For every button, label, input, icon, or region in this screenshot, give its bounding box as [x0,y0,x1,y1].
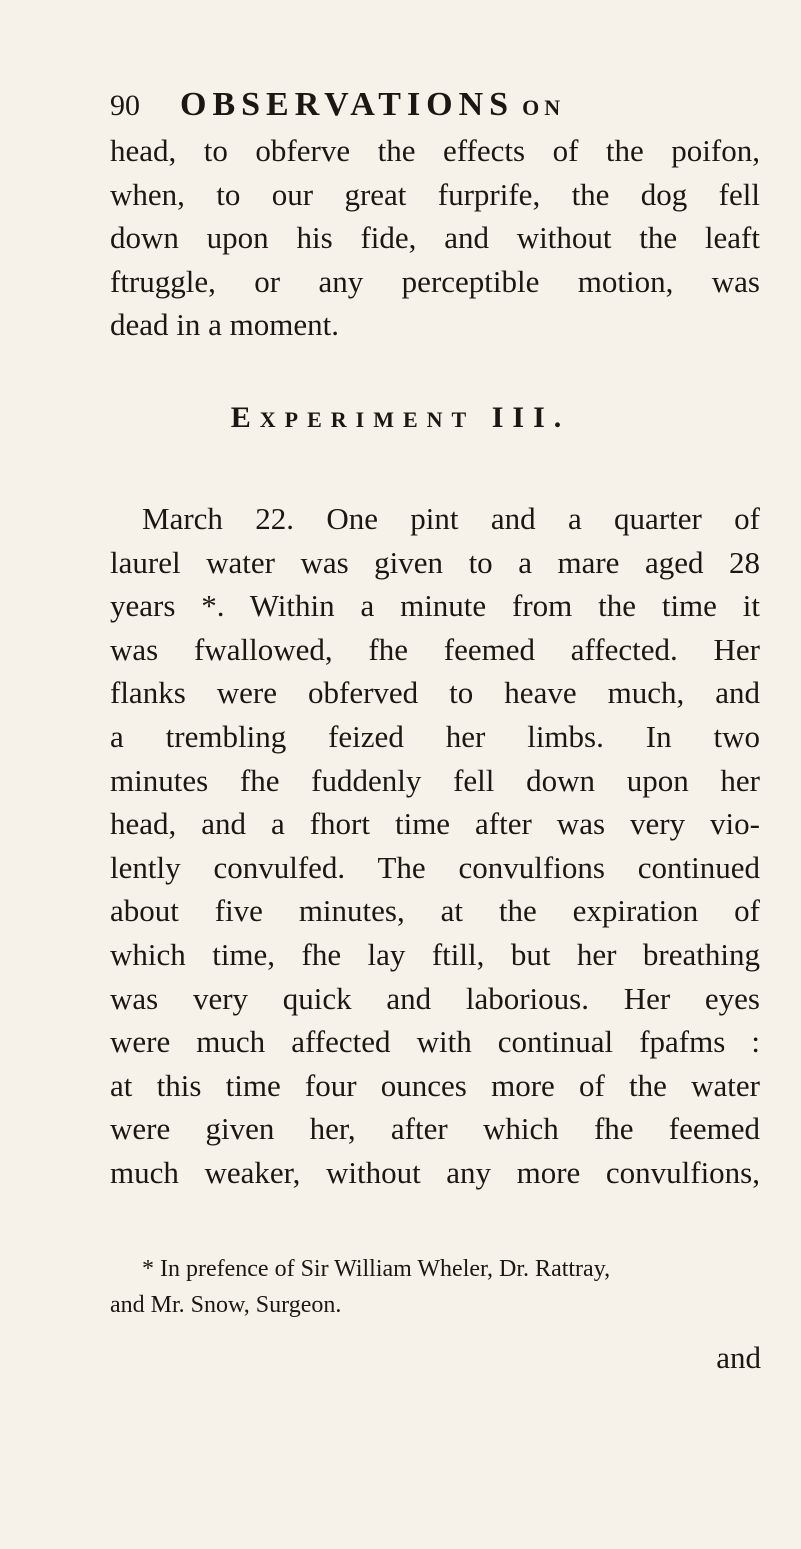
text-line: a trembling feized her limbs. In two [110,718,760,754]
running-head-title: OBSERVATIONS [180,86,515,123]
text-line: down upon his fide, and without the leaft [110,220,760,256]
text-line: were much affected with continual fpafms : [110,1024,760,1060]
text-line: dead in a moment. [110,307,339,343]
text-line: which time, fhe lay ftill, but her breathing [110,936,760,972]
text-line: March 22. One pint and a quarter of [142,501,760,536]
text-line: was very quick and laborious. Her eyes [110,980,760,1016]
text-line: were given her, after which fhe feemed [110,1111,760,1147]
paragraph-experiment-3 [110,497,760,1195]
text-line: laurel water was given to a mare aged 28 [110,544,760,580]
paragraph-continuation [110,129,760,347]
text-line: was fwallowed, fhe feemed affected. Her [110,631,760,667]
running-head-suffix: ON [522,95,566,120]
text-line: head, and a fhort time after was very vio- [110,806,760,842]
text-line: lently convulfed. The convulfions continued [110,849,760,885]
page-number: 90 [110,89,140,122]
footnote [110,1251,760,1323]
text-line: when, to our great furprife, the dog fell [110,176,760,212]
heading-number: III. [491,401,571,434]
text-line: ftruggle, or any perceptible motion, was [110,263,760,299]
date-lead: March [142,501,223,536]
footnote-line: * In prefence of Sir William Wheler, Dr. Rattray, [142,1256,611,1282]
section-heading [0,398,801,440]
text-line: at this time four ounces more of the water [110,1067,760,1103]
text-line: head, to obferve the effects of the poifon, [110,133,760,168]
running-head [110,85,565,128]
text-line: much weaker, without any more convulfions, [110,1154,760,1190]
text-line: about five minutes, at the expiration of [110,893,760,929]
footnote-line: and Mr. Snow, Surgeon. [110,1292,342,1318]
text-line: years *. Within a minute from the time it [110,588,760,624]
text-line: flanks were obferved to heave much, and [110,675,760,711]
heading-word: XPERIMENT [259,407,476,432]
text-line: minutes fhe fuddenly fell down upon her [110,762,760,798]
heading-initial: E [230,401,260,434]
catchword: and [716,1340,761,1375]
